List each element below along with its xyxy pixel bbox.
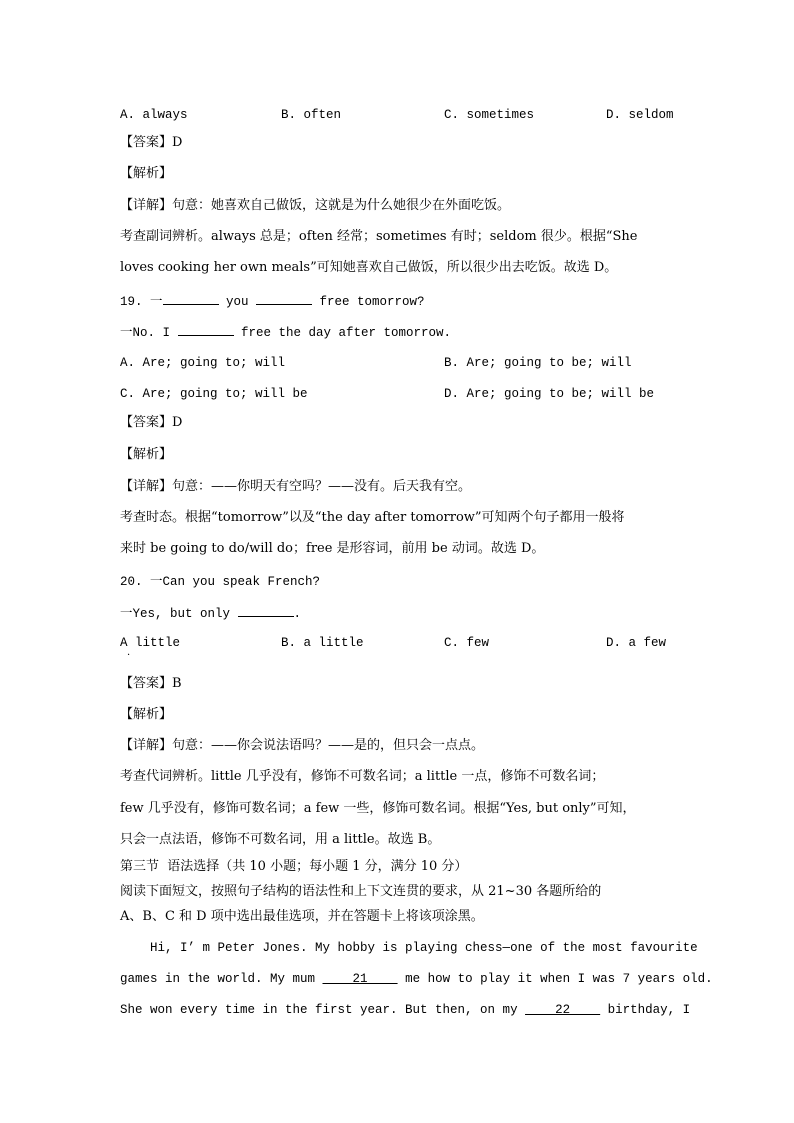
q18-explanation-line-2: loves cooking her own meals”可知她喜欢自己做饭，所以很少出去吃饭。故选 D。 [120, 260, 618, 275]
q18-explanation-line-1: 考查副词辨析。always 总是；often 经常；sometimes 有时；seldom 很少。根据“She [120, 229, 638, 244]
q20-explanation-line-1: 考查代词辨析。little 几乎没有，修饰不可数名词；a little 一点，修饰不可数名词； [120, 769, 605, 784]
q19-option-a: A. Are; going to; will [120, 356, 286, 370]
q20-detail: 【详解】句意：——你会说法语吗？——是的，但只会一点点。 [120, 738, 485, 753]
section-3-instruction-line-2: A、B、C 和 D 项中选出最佳选项，并在答题卡上将该项涂黑。 [120, 909, 484, 924]
q20-answer: 【答案】B [120, 676, 182, 691]
q19-blank-3 [178, 323, 234, 336]
q20-explanation-line-2: few 几乎没有，修饰可数名词；a few 一些，修饰可数名词。根据“Yes, but only”可知， [120, 801, 636, 816]
q18-option-c: C. sometimes [444, 108, 535, 122]
q19-option-b: B. Are; going to be; will [444, 356, 632, 370]
q20-blank [238, 604, 294, 617]
q19-answer: 【答案】D [120, 415, 183, 430]
q20-question-line-1: 20. 一Can you speak French? [120, 575, 321, 589]
passage-line-2-start: games in the world. My mum [120, 972, 323, 986]
q20-option-a: A little [120, 636, 181, 650]
q19-explanation-line-1: 考查时态。根据“tomorrow”以及“the day after tomorrow”可知两个句子都用一般将 [120, 510, 625, 525]
q18-option-b: B. often [281, 108, 342, 122]
q18-analysis-heading: 【解析】 [120, 166, 173, 181]
q20-text-yes: 一Yes, but only [120, 607, 238, 621]
q20-question-line-2 [120, 604, 301, 623]
q20-option-c: C. few [444, 636, 490, 650]
q19-question-line-2 [120, 323, 451, 342]
q19-analysis-heading: 【解析】 [120, 447, 173, 462]
q19-option-c: C. Are; going to; will be [120, 387, 308, 401]
q19-explanation-line-2: 来时 be going to do/will do；free 是形容词，前用 be 动词。故选 D。 [120, 541, 545, 556]
q18-option-d: D. seldom [606, 108, 674, 122]
q19-blank-1 [163, 292, 219, 305]
q19-text-free: free tomorrow? [312, 295, 425, 309]
q20-explanation-line-3: 只会一点法语，修饰不可数名词，用 a little。故选 B。 [120, 832, 441, 847]
q18-option-a: A. always [120, 108, 188, 122]
q19-blank-2 [256, 292, 312, 305]
section-3-title: 第三节 语法选择（共 10 小题；每小题 1 分，满分 10 分） [120, 859, 468, 874]
section-3-instruction-line-1: 阅读下面短文，按照句子结构的语法性和上下文连贯的要求，从 21~30 各题所给的 [120, 884, 602, 899]
blank-22: ____22____ [525, 1003, 601, 1017]
q19-number: 19. 一 [120, 295, 163, 309]
q19-text-day-after: free the day after tomorrow. [233, 326, 452, 340]
passage-line-1: Hi, I’ m Peter Jones. My hobby is playing chess—one of the most favourite [120, 941, 698, 955]
q18-answer: 【答案】D [120, 135, 183, 150]
q18-detail: 【详解】句意：她喜欢自己做饭，这就是为什么她很少在外面吃饭。 [120, 198, 511, 213]
passage-line-2 [120, 970, 713, 988]
passage-line-2-end: me how to play it when I was 7 years old. [397, 972, 713, 986]
q19-text-you: you [218, 295, 257, 309]
q19-text-no: 一No. I [120, 326, 178, 340]
passage-line-3-end: birthday, I [600, 1003, 691, 1017]
passage-line-3-start: She won every time in the first year. But then, on my [120, 1003, 526, 1017]
q19-option-d: D. Are; going to be; will be [444, 387, 655, 401]
q20-option-a-dot: · [127, 650, 131, 661]
q20-text-period: . [293, 607, 302, 621]
q20-option-d: D. a few [606, 636, 667, 650]
q20-option-b: B. a little [281, 636, 364, 650]
q20-analysis-heading: 【解析】 [120, 707, 173, 722]
q19-detail: 【详解】句意：——你明天有空吗？——没有。后天我有空。 [120, 479, 472, 494]
blank-21: ____21____ [322, 972, 398, 986]
q19-question-line-1 [120, 292, 425, 311]
passage-line-3 [120, 1001, 690, 1019]
